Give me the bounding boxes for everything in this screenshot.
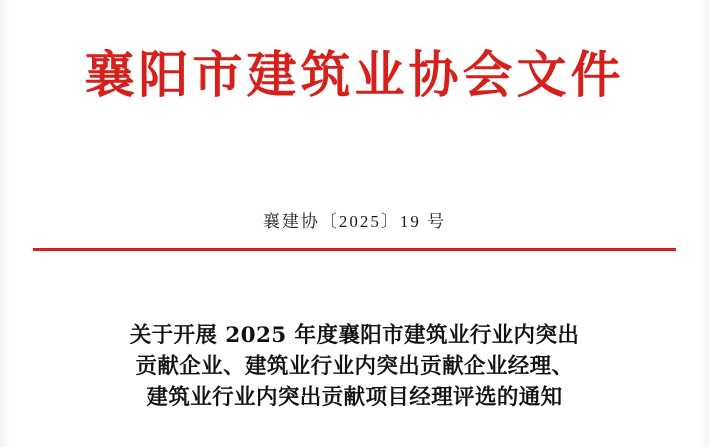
- subject-line-3: 建筑业行业内突出贡献项目经理评选的通知: [146, 385, 563, 410]
- subject-line-2: 贡献企业、建筑业行业内突出贡献企业经理、: [135, 354, 574, 379]
- document-title: 襄阳市建筑业协会文件: [84, 45, 625, 104]
- subject-line-1: 关于开展 2025 年度襄阳市建筑业行业内突出: [129, 323, 580, 348]
- document-subject: [60, 320, 649, 413]
- document-number: 襄建协〔2025〕19 号: [262, 212, 447, 231]
- red-horizontal-rule: [33, 248, 676, 251]
